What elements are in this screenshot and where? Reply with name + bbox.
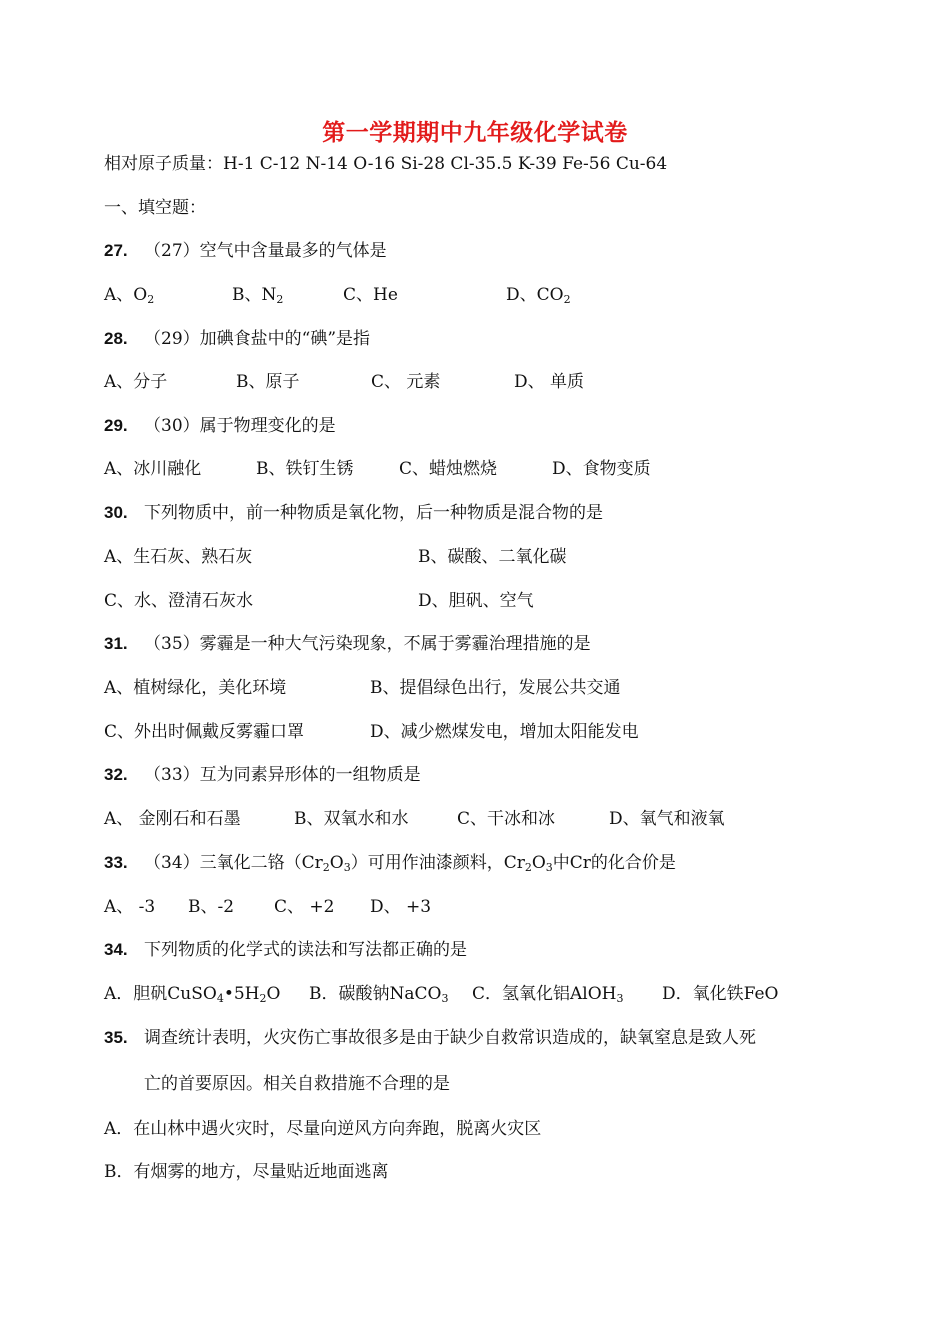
question-33 — [104, 851, 676, 875]
atomic-masses: 相对原子质量：H-1 C-12 N-14 O-16 Si-28 Cl-35.5 K-39 Fe-56 Cu-64 — [104, 154, 668, 174]
question-stem: （27）空气中含量最多的气体是 — [144, 241, 387, 261]
option-c: C、水、澄清石灰水 — [104, 591, 254, 611]
option-a: A．胆矾$CuSO_4•5H_2O$ — [104, 984, 281, 1005]
option-c: C、外出时佩戴反雾霾口罩 — [104, 722, 305, 742]
question-number: 31. — [104, 634, 128, 653]
option-d: D、氧气和液氧 — [609, 809, 725, 829]
option-d: D、胆矾、空气 — [418, 591, 534, 611]
option-a: A、生石灰、熟石灰 — [104, 547, 253, 567]
option-a: A、 金刚石和石墨 — [104, 809, 241, 829]
option-b: B、碳酸、二氧化碳 — [418, 547, 567, 567]
question-number: 28. — [104, 329, 128, 348]
question-34 — [104, 938, 467, 962]
option-b: B、提倡绿色出行，发展公共交通 — [370, 678, 621, 698]
option-a: A、植树绿化，美化环境 — [104, 678, 287, 698]
option-a: A．在山林中遇火灾时，尽量向逆风方向奔跑，脱离火灾区 — [104, 1119, 542, 1139]
exam-title: 第一学期期中九年级化学试卷 — [322, 120, 628, 146]
option-c: C、 元素 — [371, 372, 441, 392]
question-number: 32. — [104, 765, 128, 784]
question-stem: 调查统计表明，火灾伤亡事故很多是由于缺少自救常识造成的，缺氧窒息是致人死 — [144, 1028, 756, 1048]
question-number: 33. — [104, 853, 128, 872]
question-number: 27. — [104, 241, 128, 260]
option-d: D、食物变质 — [552, 459, 651, 479]
question-stem-continuation: 亡的首要原因。相关自救措施不合理的是 — [144, 1074, 450, 1094]
option-d: D、 单质 — [514, 372, 585, 392]
option-a: A、冰川融化 — [104, 459, 202, 479]
question-stem: （35）雾霾是一种大气污染现象，不属于雾霾治理措施的是 — [144, 634, 591, 654]
option-c: C．氢氧化铝AlOH$_3$ — [472, 984, 624, 1005]
option-c: C、蜡烛燃烧 — [399, 459, 498, 479]
section-heading: 一、填空题： — [104, 198, 206, 218]
option-c: C、He — [343, 285, 398, 305]
question-31 — [104, 632, 591, 656]
question-32 — [104, 763, 421, 787]
question-stem: （33）互为同素异形体的一组物质是 — [144, 765, 421, 785]
question-stem: 下列物质中，前一种物质是氧化物，后一种物质是混合物的是 — [144, 503, 603, 523]
question-stem: （29）加碘食盐中的“碘”是指 — [144, 329, 371, 349]
question-29 — [104, 414, 336, 438]
option-b: B、铁钉生锈 — [256, 459, 354, 479]
option-b: B、$N_2$ — [232, 285, 284, 306]
option-a: A、$O_2$ — [104, 285, 155, 306]
question-number: 34. — [104, 940, 128, 959]
question-35 — [104, 1026, 756, 1050]
option-c: C、 +2 — [274, 897, 335, 917]
option-c: C、干冰和冰 — [457, 809, 556, 829]
option-b: B、-2 — [188, 897, 235, 917]
option-b: B、原子 — [236, 372, 300, 392]
question-27 — [104, 239, 387, 263]
option-d: D、$CO_2$ — [506, 285, 571, 306]
option-a: A、分子 — [104, 372, 168, 392]
option-a: A、 -3 — [104, 897, 156, 917]
option-d: D、减少燃煤发电，增加太阳能发电 — [370, 722, 639, 742]
option-d: D、 +3 — [370, 897, 432, 917]
option-b: B、双氧水和水 — [294, 809, 409, 829]
question-number: 30. — [104, 503, 128, 522]
question-stem: 下列物质的化学式的读法和写法都正确的是 — [144, 940, 467, 960]
option-b: B．碳酸钠NaCO$_3$ — [309, 984, 449, 1005]
option-b: B．有烟雾的地方，尽量贴近地面逃离 — [104, 1162, 389, 1182]
question-30 — [104, 501, 603, 525]
question-28 — [104, 327, 370, 351]
option-d: D．氧化铁FeO — [662, 984, 779, 1004]
question-number: 35. — [104, 1028, 128, 1047]
question-stem: （34）三氧化二铬$(Cr_2O_3)$可用作油漆颜料，$Cr_2O_3$中Cr的化合价是 — [144, 853, 676, 874]
question-stem: （30）属于物理变化的是 — [144, 416, 336, 436]
question-number: 29. — [104, 416, 128, 435]
